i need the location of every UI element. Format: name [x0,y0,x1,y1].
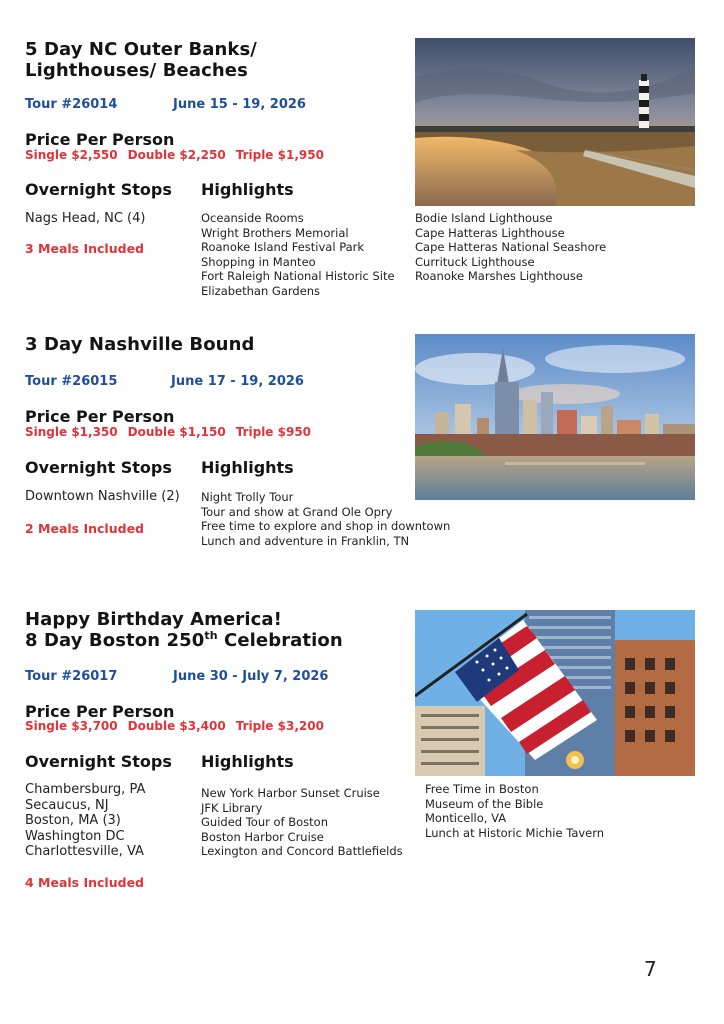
list-item: Elizabethan Gardens [201,283,321,298]
list-item: JFK Library [201,800,263,815]
tour3-dates: June 30 - July 7, 2026 [173,669,329,684]
list-item: Boston, MA (3) [25,813,121,828]
list-item: Cape Hatteras National Seashore [415,240,607,255]
list-item: Shopping in Manteo [201,254,316,269]
tour2-number: Tour #26015 [25,374,118,389]
tour1-price-single: Single $2,550 [25,148,118,162]
tour3-title [25,609,343,651]
tour3-price-single: Single $3,700 [25,719,118,733]
nashville-skyline-photo [415,334,695,500]
tour1-title-line1: 5 Day NC Outer Banks/ [25,39,257,60]
list-item: Wright Brothers Memorial [201,225,349,240]
tour1-prices [25,148,334,162]
tour2-highlights-col1 [201,490,450,548]
tour1-price-triple: Triple $1,950 [235,148,324,162]
list-item: Oceanside Rooms [201,211,304,225]
tour2-price-single: Single $1,350 [25,425,118,439]
page-number: 7 [644,957,657,981]
list-item: Currituck Lighthouse [415,254,535,269]
tour1-title [25,39,257,81]
tour3-stops-list [25,782,145,860]
tour3-highlights-col1 [201,786,403,859]
tour3-price-triple: Triple $3,200 [235,719,324,733]
tour1-meals: 3 Meals Included [25,241,144,256]
tour1-highlights-heading: Highlights [201,180,294,199]
list-item: Downtown Nashville (2) [25,489,180,504]
tour1-price-double: Double $2,250 [127,148,226,162]
tour1-number: Tour #26014 [25,97,118,112]
list-item: Chambersburg, PA [25,782,146,797]
list-item: New York Harbor Sunset Cruise [201,786,380,800]
tour3-price-double: Double $3,400 [127,719,226,733]
tour1-title-line2: Lighthouses/ Beaches [25,60,248,81]
tour1-stops-list [25,211,145,227]
tour3-price-heading: Price Per Person [25,702,175,721]
american-flag-boston-photo [415,610,695,776]
tour3-prices [25,719,334,733]
tour2-price-double: Double $1,150 [127,425,226,439]
list-item: Guided Tour of Boston [201,815,328,830]
tour1-highlights-col1 [201,211,395,299]
tour2-title: 3 Day Nashville Bound [25,334,255,355]
tour2-highlights-heading: Highlights [201,458,294,477]
list-item: Secaucus, NJ [25,797,109,813]
list-item: Cape Hatteras Lighthouse [415,225,565,240]
list-item: Roanoke Island Festival Park [201,240,365,255]
tour2-meals: 2 Meals Included [25,521,144,536]
list-item: Bodie Island Lighthouse [415,211,553,225]
list-item: Nags Head, NC (4) [25,211,146,226]
tour3-stops-heading: Overnight Stops [25,752,172,771]
list-item: Charlottesville, VA [25,844,144,859]
tour3-meals: 4 Meals Included [25,875,144,890]
tour2-prices [25,425,321,439]
tour3-number: Tour #26017 [25,669,118,684]
outer-banks-lighthouse-photo [415,38,695,206]
list-item: Lexington and Concord Battlefields [201,844,403,859]
tour1-highlights-col2 [415,211,606,284]
tour3-highlights-col2 [425,782,604,840]
list-item: Museum of the Bible [425,796,544,811]
list-item: Night Trolly Tour [201,490,294,504]
tour3-highlights-heading: Highlights [201,752,294,771]
tour3-title-line2: 8 Day Boston 250th Celebration [25,629,343,651]
list-item: Lunch at Historic Michie Tavern [425,825,605,840]
list-item: Boston Harbor Cruise [201,829,324,844]
tour2-stops-heading: Overnight Stops [25,458,172,477]
list-item: Washington DC [25,828,125,844]
list-item: Free time to explore and shop in downtown [201,519,451,534]
tour2-price-heading: Price Per Person [25,407,175,426]
tour3-title-line1: Happy Birthday America! [25,609,282,630]
tour1-dates: June 15 - 19, 2026 [173,97,306,112]
list-item: Fort Raleigh National Historic Site [201,269,395,284]
tour2-price-triple: Triple $950 [235,425,312,439]
tour1-stops-heading: Overnight Stops [25,180,172,199]
tour1-price-heading: Price Per Person [25,130,175,149]
tour2-stops-list [25,489,180,505]
list-item: Roanoke Marshes Lighthouse [415,269,583,284]
list-item: Free Time in Boston [425,782,539,796]
list-item: Lunch and adventure in Franklin, TN [201,533,410,548]
tour2-dates: June 17 - 19, 2026 [171,374,304,389]
list-item: Tour and show at Grand Ole Opry [201,504,393,519]
list-item: Monticello, VA [425,811,507,826]
